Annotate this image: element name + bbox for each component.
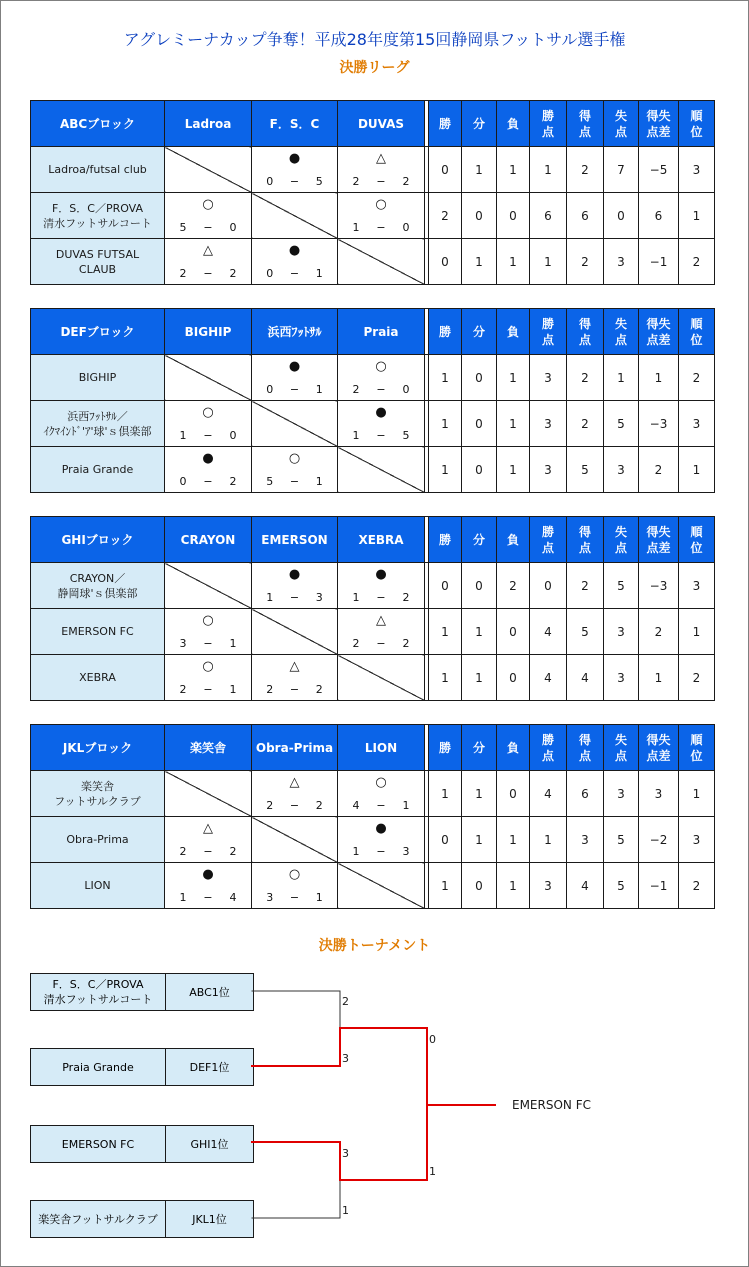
match-score: 2 − 0 [352,383,410,396]
result-mark: △ [203,821,213,836]
stat-value: 5 [567,609,604,655]
result-mark: ○ [288,451,301,466]
block-name: JKLブロック [31,725,165,771]
bracket-team-name: F．S．C／PROVA 清水フットサルコート [31,974,166,1010]
stat-header: 失 点 [604,309,639,355]
stat-value: −2 [639,817,679,863]
stat-value: 2 [567,239,604,285]
stat-value: 6 [567,193,604,239]
stat-header: 勝 [429,725,462,771]
bracket-team-rank: GHI1位 [190,1138,229,1151]
stat-header: 勝 点 [530,101,567,147]
stat-value: 3 [679,401,715,447]
match-score: 0 − 1 [266,383,323,396]
stat-header: 勝 [429,309,462,355]
stat-header: 分 [462,309,497,355]
result-mark: ○ [202,197,214,212]
match-score: 2 − 2 [179,267,237,280]
stat-value: 3 [679,147,715,193]
row-team-name: LION [31,863,165,909]
stat-value: 1 [429,655,462,701]
stat-value: 1 [497,401,530,447]
bracket-line-sf1-winner [340,1028,427,1105]
stat-value: 1 [462,817,497,863]
bracket-line-sf1-bottom [252,1028,340,1066]
stat-header: 勝 点 [530,309,567,355]
match-score: 2 − 2 [266,799,323,812]
column-team-header: DUVAS [338,101,425,147]
stat-header: 得失 点差 [639,725,679,771]
stat-value: 0 [497,193,530,239]
stat-header: 勝 [429,517,462,563]
result-mark: ● [288,359,301,374]
stat-value: 1 [462,655,497,701]
stat-value: 0 [497,609,530,655]
stat-value: 0 [530,563,567,609]
stat-value: 1 [429,355,462,401]
match-score: 0 − 1 [266,267,323,280]
row-team-name: Ladroa/futsal club [31,147,165,193]
stat-value: 1 [462,771,497,817]
stat-value: 0 [497,655,530,701]
match-score: 3 − 1 [179,637,237,650]
column-team-header: CRAYON [165,517,252,563]
stat-value: 2 [567,563,604,609]
stat-value: 1 [679,771,715,817]
champion-label: EMERSON FC [512,1098,591,1112]
stat-value: 4 [530,771,567,817]
stat-header: 得 点 [567,101,604,147]
match-score: 1 − 0 [179,429,237,442]
stat-header: 順 位 [679,101,715,147]
row-team-name: CRAYON／ 静岡球'ｓ倶楽部 [31,563,165,609]
stat-value: 2 [679,655,715,701]
row-team-name: 浜西ﾌｯﾄｻﾙ／ ｲｸﾏｲﾝﾄﾞ'ｱ'球'ｓ倶楽部 [31,401,165,447]
result-mark: ● [202,451,214,466]
stat-value: 1 [462,609,497,655]
bracket-line-sf1-top [252,991,340,1028]
stat-header: 得 点 [567,517,604,563]
match-score: 2 − 2 [179,845,237,858]
stat-value: −3 [639,401,679,447]
stat-header: 分 [462,517,497,563]
stat-value: 1 [497,863,530,909]
stat-header: 勝 点 [530,517,567,563]
stat-value: 7 [604,147,639,193]
stat-value: 1 [429,863,462,909]
stat-value: 3 [679,817,715,863]
result-mark: ● [375,821,387,836]
stat-value: 3 [679,563,715,609]
stat-value: 5 [567,447,604,493]
score-sf2-bottom: 1 [342,1204,349,1217]
stat-value: 2 [679,355,715,401]
stat-value: 2 [639,447,679,493]
column-team-header: Ladroa [165,101,252,147]
bracket-team-rank: ABC1位 [189,986,230,999]
stat-header: 負 [497,517,530,563]
stat-header: 失 点 [604,101,639,147]
stat-value: 1 [462,239,497,285]
bracket-line-sf2-winner [340,1105,427,1180]
match-score: 2 − 2 [352,637,410,650]
stat-value: 1 [429,609,462,655]
stat-value: 0 [429,817,462,863]
column-team-header: F．S．C [252,101,338,147]
stat-value: 1 [429,401,462,447]
stat-header: 順 位 [679,309,715,355]
stat-header: 分 [462,725,497,771]
stat-value: 5 [604,401,639,447]
stat-value: −5 [639,147,679,193]
stat-header: 得失 点差 [639,101,679,147]
bracket-line-sf2-top [252,1142,340,1180]
stat-value: 1 [530,239,567,285]
stat-header: 得 点 [567,725,604,771]
row-team-name: Praia Grande [31,447,165,493]
stat-value: 0 [497,771,530,817]
stat-header: 勝 [429,101,462,147]
match-score: 1 − 3 [352,845,410,858]
stat-value: −1 [639,239,679,285]
result-mark: ● [375,567,387,582]
match-score: 1 − 5 [352,429,410,442]
stat-value: 3 [604,771,639,817]
tournament-heading: 決勝トーナメント [318,938,431,954]
result-mark: ○ [288,867,301,882]
score-final-bottom: 1 [429,1165,436,1178]
stat-value: 3 [604,609,639,655]
score-sf2-top: 3 [342,1147,349,1160]
row-team-name: EMERSON FC [31,609,165,655]
column-team-header: Praia [338,309,425,355]
match-score: 0 − 5 [266,175,323,188]
match-score: 5 − 0 [179,221,237,234]
result-mark: ○ [375,775,387,790]
stat-value: 1 [639,355,679,401]
stat-value: 0 [604,193,639,239]
column-team-header: EMERSON [252,517,338,563]
result-mark: ○ [202,405,214,420]
stat-value: 2 [639,609,679,655]
stat-value: 0 [462,193,497,239]
match-score: 5 − 1 [266,475,323,488]
result-mark: ○ [375,197,387,212]
stat-value: 3 [530,401,567,447]
stat-value: 3 [530,355,567,401]
stat-value: 1 [679,193,715,239]
stat-value: 1 [462,147,497,193]
match-score: 2 − 1 [179,683,237,696]
result-mark: ● [288,151,301,166]
stat-value: 2 [567,401,604,447]
stat-value: 1 [639,655,679,701]
stat-value: 0 [462,401,497,447]
stat-value: 1 [429,447,462,493]
stat-value: 5 [604,863,639,909]
row-team-name: XEBRA [31,655,165,701]
stat-value: 3 [567,817,604,863]
stat-header: 負 [497,309,530,355]
stat-value: 5 [604,563,639,609]
match-score: 0 − 2 [179,475,237,488]
result-mark: ● [202,867,214,882]
block-name: ABCブロック [31,101,165,147]
stat-value: −1 [639,863,679,909]
stat-value: 3 [530,447,567,493]
stat-value: 1 [530,147,567,193]
stat-value: 0 [429,147,462,193]
stat-header: 失 点 [604,517,639,563]
match-score: 3 − 1 [266,891,323,904]
stat-header: 順 位 [679,517,715,563]
stat-header: 失 点 [604,725,639,771]
result-mark: ○ [375,359,387,374]
stat-value: 2 [567,147,604,193]
row-team-name: F．S．C／PROVA 清水フットサルコート [31,193,165,239]
column-team-header: 浜西ﾌｯﾄｻﾙ [252,309,338,355]
result-mark: △ [289,659,300,674]
result-mark: △ [203,243,213,258]
stat-header: 負 [497,101,530,147]
bracket-team-name: 楽笑舎フットサルクラブ [31,1201,166,1237]
stat-header: 負 [497,725,530,771]
result-mark: ● [288,243,301,258]
stat-value: 3 [604,655,639,701]
column-team-header: 楽笑舎 [165,725,252,771]
stat-value: 1 [530,817,567,863]
stat-value: 3 [639,771,679,817]
row-team-name: Obra-Prima [31,817,165,863]
stat-value: 2 [679,239,715,285]
match-score: 1 − 3 [266,591,323,604]
result-mark: ○ [202,659,214,674]
row-team-name: DUVAS FUTSAL CLAUB [31,239,165,285]
stat-value: 2 [567,355,604,401]
stat-value: 1 [497,355,530,401]
stat-value: 5 [604,817,639,863]
stat-value: 2 [679,863,715,909]
stat-value: 4 [530,609,567,655]
bracket-team-name: Praia Grande [31,1049,166,1085]
result-mark: ○ [202,613,214,628]
stat-value: 0 [462,355,497,401]
result-mark: △ [376,151,386,166]
stat-value: 0 [429,239,462,285]
column-team-header: Obra-Prima [252,725,338,771]
match-score: 4 − 1 [352,799,410,812]
stat-value: 1 [497,447,530,493]
stat-value: 6 [567,771,604,817]
row-team-name: BIGHIP [31,355,165,401]
stat-value: 3 [604,447,639,493]
column-team-header: BIGHIP [165,309,252,355]
stat-value: 1 [679,609,715,655]
bracket-team-name: EMERSON FC [31,1126,166,1162]
match-score: 2 − 2 [352,175,410,188]
stat-value: 0 [462,863,497,909]
result-mark: ● [288,567,301,582]
block-name: DEFブロック [31,309,165,355]
stat-value: 4 [530,655,567,701]
stat-value: 1 [497,817,530,863]
stat-value: 1 [604,355,639,401]
row-team-name: 楽笑舎 フットサルクラブ [31,771,165,817]
result-mark: △ [376,613,386,628]
result-mark: △ [289,775,300,790]
column-team-header: XEBRA [338,517,425,563]
stat-value: 4 [567,655,604,701]
league-heading: 決勝リーグ [339,60,410,76]
score-final-top: 0 [429,1033,436,1046]
match-score: 1 − 0 [352,221,410,234]
bracket-line-sf2-bottom [252,1180,340,1218]
stat-value: 1 [429,771,462,817]
match-score: 1 − 2 [352,591,410,604]
stat-header: 順 位 [679,725,715,771]
stat-header: 得失 点差 [639,517,679,563]
bracket-team-rank: JKL1位 [192,1213,227,1226]
stat-header: 勝 点 [530,725,567,771]
stat-header: 得 点 [567,309,604,355]
stat-value: 1 [497,147,530,193]
stat-value: 1 [497,239,530,285]
stat-value: 0 [429,563,462,609]
stat-value: 0 [462,563,497,609]
stat-value: 2 [429,193,462,239]
stat-value: 3 [530,863,567,909]
column-team-header: LION [338,725,425,771]
result-mark: ● [375,405,387,420]
stat-value: 4 [567,863,604,909]
page-title: アグレミーナカップ争奪！平成28年度第15回静岡県フットサル選手権 [123,30,626,49]
stat-header: 得失 点差 [639,309,679,355]
match-score: 1 − 4 [179,891,237,904]
stat-value: 1 [679,447,715,493]
stat-header: 分 [462,101,497,147]
stat-value: 2 [497,563,530,609]
stat-value: 6 [639,193,679,239]
score-sf1-bottom: 3 [342,1052,349,1065]
bracket-team-rank: DEF1位 [189,1061,230,1074]
stat-value: 6 [530,193,567,239]
stat-value: 3 [604,239,639,285]
block-name: GHIブロック [31,517,165,563]
score-sf1-top: 2 [342,995,349,1008]
stat-value: 0 [462,447,497,493]
match-score: 2 − 2 [266,683,323,696]
stat-value: −3 [639,563,679,609]
